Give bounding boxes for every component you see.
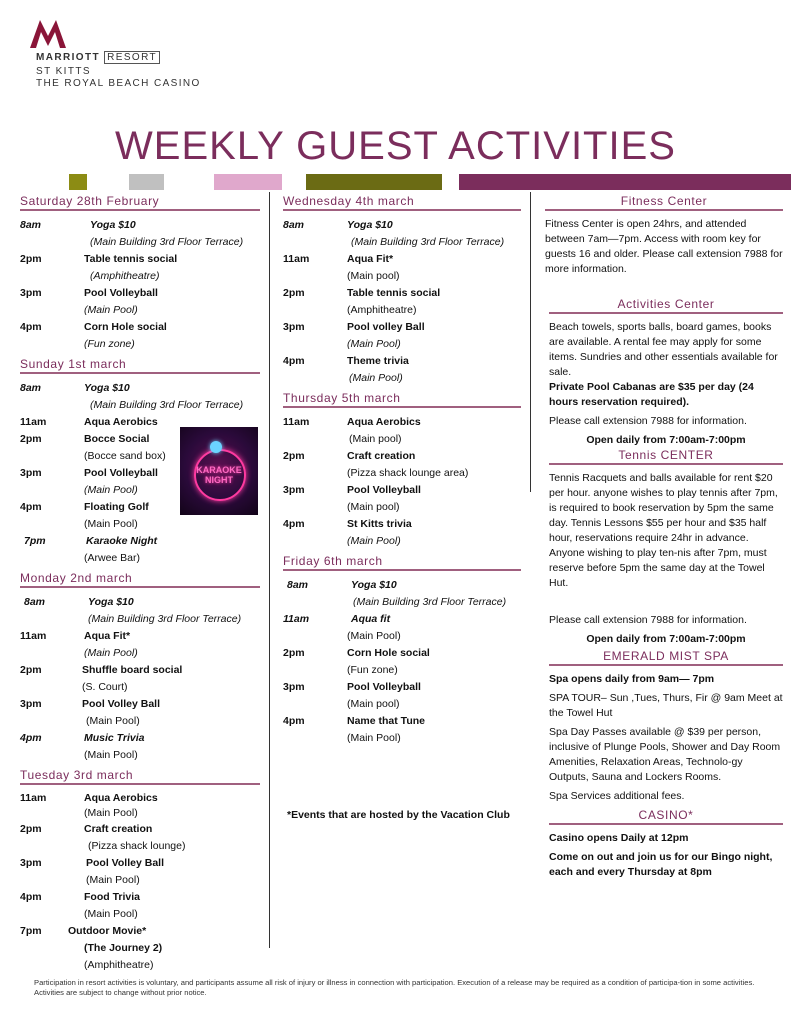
event-location: (Main Pool) — [86, 715, 140, 727]
event-name: Pool Volley Ball — [86, 857, 164, 869]
day-saturday — [20, 194, 260, 353]
event — [283, 285, 521, 319]
event — [20, 319, 260, 353]
event — [20, 594, 260, 628]
event-location: (Main Building 3rd Floor Terrace) — [351, 236, 505, 248]
color-bar-olive — [69, 174, 87, 190]
event — [283, 482, 521, 516]
event-location: (Main Pool) — [347, 630, 401, 642]
section-title: Tennis CENTER — [549, 448, 783, 465]
event-location: (Main Pool) — [84, 749, 138, 761]
event-name: Yoga $10 — [90, 219, 136, 231]
day-thursday — [283, 391, 521, 550]
event-name: Aqua Fit* — [347, 253, 394, 265]
event-name: Pool volley Ball — [347, 321, 425, 333]
event-name: Karaoke Night — [86, 535, 158, 547]
logo-resort: RESORT — [104, 51, 160, 64]
event — [20, 923, 260, 974]
section-title: EMERALD MIST SPA — [549, 649, 783, 666]
disclaimer: Participation in resort activities is voluntary, and participants assume all risk of injury or illness in connection with participation. Execution of a release may be required as a condition of participa-tion in some activities. Activities are subject to change without prior notice. — [34, 978, 755, 997]
event-time: 4pm — [20, 501, 42, 513]
event-location: (Main Pool) — [349, 372, 403, 384]
event-location: (Amphitheatre) — [347, 304, 417, 316]
day-title: Friday 6th march — [283, 554, 521, 571]
event-location: (Main Pool) — [84, 908, 138, 920]
event-time: 8am — [24, 596, 46, 608]
event-name: Aqua Aerobics — [84, 416, 158, 428]
event-location: (Main Pool) — [84, 518, 138, 530]
tennis-text: Tennis Racquets and balls available for rent $20 per hour. anyone wishes to play tennis after 7pm, is required to book reservation by 5pm the same day. Tennis Lessons $55 per hour and $35 half hour, reservations require 24hr in advance. Anyone wishing to play ten-nis after 7pm, must reserve before 5pm the same day at the Towel Hut. — [549, 472, 778, 589]
event-name: Table tennis social — [347, 287, 441, 299]
event-location: (Main Pool) — [347, 338, 401, 350]
column-2 — [283, 194, 521, 821]
event-location: (Main pool) — [347, 501, 400, 513]
event-location: (Main Pool) — [84, 484, 138, 496]
day-title: Tuesday 3rd march — [20, 768, 260, 785]
activities-hours: Open daily from 7:00am-7:00pm — [586, 434, 746, 446]
event-time: 8am — [283, 219, 305, 231]
event — [283, 251, 521, 285]
event-name: Corn Hole social — [347, 647, 430, 659]
event-location: (Main pool) — [347, 270, 400, 282]
event — [283, 577, 521, 611]
event-name: Outdoor Movie* — [68, 925, 147, 937]
event-location: (Main Pool) — [84, 647, 138, 659]
section-title: Activities Center — [549, 297, 783, 314]
event — [283, 353, 521, 387]
event — [283, 414, 521, 448]
vacation-club-note: *Events that are hosted by the Vacation Club — [287, 809, 510, 821]
event — [20, 217, 260, 251]
event-name: Food Trivia — [84, 891, 141, 903]
event-location: (Amphitheatre) — [84, 959, 154, 971]
event — [283, 516, 521, 550]
event-name: Music Trivia — [84, 732, 145, 744]
event — [20, 285, 260, 319]
event-time: 4pm — [20, 321, 42, 333]
event — [20, 821, 260, 855]
event-name: Yoga $10 — [84, 382, 130, 394]
day-friday — [283, 554, 521, 747]
event-time: 2pm — [283, 287, 305, 299]
event-name: Yoga $10 — [347, 219, 393, 231]
event-time: 2pm — [20, 823, 42, 835]
tennis-hours: Open daily from 7:00am-7:00pm — [586, 633, 746, 645]
event-time: 4pm — [283, 518, 305, 530]
color-bar-plum — [459, 174, 791, 190]
event — [283, 679, 521, 713]
spa-hours: Spa opens daily from 9am— 7pm — [549, 673, 715, 685]
day-wednesday — [283, 194, 521, 387]
event — [20, 251, 260, 285]
color-bar-pink — [214, 174, 282, 190]
event-name: Pool Volleyball — [84, 467, 158, 479]
event-time: 4pm — [20, 891, 42, 903]
event-location: (Main Pool) — [84, 304, 138, 316]
color-bars — [0, 174, 791, 190]
event-time: 11am — [20, 630, 47, 642]
event-name: Craft creation — [84, 823, 153, 835]
event — [283, 645, 521, 679]
event-time: 11am — [283, 613, 310, 625]
event-location: (Main pool) — [347, 698, 400, 710]
day-title: Sunday 1st march — [20, 357, 260, 374]
event-time: 3pm — [283, 321, 305, 333]
event-name: Bocce Social — [84, 433, 150, 445]
event-time: 4pm — [283, 715, 305, 727]
day-title: Saturday 28th February — [20, 194, 260, 211]
event-name: Name that Tune — [347, 715, 425, 727]
activities-center-section — [545, 297, 783, 448]
event-name: Aqua fit — [351, 613, 391, 625]
event-name: Pool Volleyball — [347, 484, 421, 496]
event-name: Corn Hole social — [84, 321, 167, 333]
event — [20, 662, 260, 696]
karaoke-night-image — [180, 427, 258, 515]
event-location: (Main Pool) — [86, 874, 140, 886]
event — [283, 217, 521, 251]
event-time: 4pm — [20, 732, 42, 744]
day-monday — [20, 571, 260, 764]
event-time: 3pm — [20, 467, 42, 479]
marriott-m-icon — [28, 16, 68, 50]
event-time: 2pm — [20, 433, 42, 445]
event-time: 7pm — [24, 535, 46, 547]
event-time: 3pm — [20, 698, 42, 710]
spa-passes: Spa Day Passes available @ $39 per person, inclusive of Plunge Pools, Shower and Day Room Amenities, Relaxation Areas, Technolo-gy Outputs, Sauna and Lockers Rooms. — [549, 726, 781, 783]
logo-brand: MARRIOTT — [36, 52, 100, 63]
day-title: Monday 2nd march — [20, 571, 260, 588]
event — [20, 730, 260, 764]
activities-text: Beach towels, sports balls, board games, books are available. A rental fee may apply for some items. Sundries and other essentials available for sale. — [549, 321, 778, 378]
event-name: Pool Volley Ball — [82, 698, 160, 710]
logo-location: ST KITTS — [36, 66, 91, 77]
spa-section — [545, 649, 783, 804]
cabana-text: Private Pool Cabanas are $35 per day (24 hours reservation required). — [549, 381, 754, 408]
spa-tour: SPA TOUR– Sun ,Tues, Thurs, Fir @ 9am Meet at the Towel Hut — [549, 692, 783, 719]
event-location: (Main Pool) — [84, 807, 138, 819]
event — [283, 713, 521, 747]
event-time: 2pm — [20, 253, 42, 265]
event — [283, 611, 521, 645]
event-location: (Main pool) — [349, 433, 402, 445]
event-name: Aqua Aerobics — [347, 416, 421, 428]
event-time: 4pm — [283, 355, 305, 367]
event-subtitle: (The Journey 2) — [84, 942, 163, 954]
event-location: (Main Building 3rd Floor Terrace) — [353, 596, 507, 608]
event — [20, 533, 260, 567]
activities-call: Please call extension 7988 for information. — [549, 415, 747, 427]
column-divider-2 — [530, 192, 531, 492]
event-location: (Main Building 3rd Floor Terrace) — [90, 399, 244, 411]
event-time: 3pm — [283, 484, 305, 496]
event-location: (Pizza shack lounge) — [88, 840, 186, 852]
event-time: 11am — [283, 253, 310, 265]
tennis-center-section — [545, 448, 783, 647]
event-name: Shuffle board social — [82, 664, 183, 676]
event-time: 8am — [20, 219, 42, 231]
event-time: 2pm — [283, 647, 305, 659]
event-location: (Main Building 3rd Floor Terrace) — [88, 613, 242, 625]
microphone-icon — [210, 441, 222, 453]
column-1 — [20, 194, 260, 974]
event-location: (Main Pool) — [347, 732, 401, 744]
event — [20, 791, 260, 821]
event-time: 8am — [287, 579, 309, 591]
event-name: Pool Volleyball — [347, 681, 421, 693]
casino-bingo: Come on out and join us for our Bingo night, each and every Thursday at 8pm — [549, 851, 773, 878]
event-time: 3pm — [283, 681, 305, 693]
casino-section — [545, 808, 783, 880]
event-name: Yoga $10 — [351, 579, 397, 591]
event-location: (Amphitheatre) — [90, 270, 160, 282]
day-tuesday — [20, 768, 260, 974]
event-time: 8am — [20, 382, 42, 394]
event — [20, 628, 260, 662]
event-name: St Kitts trivia — [347, 518, 412, 530]
event-location: (Main Building 3rd Floor Terrace) — [90, 236, 244, 248]
event-name: Aqua Fit* — [84, 630, 131, 642]
section-title: Fitness Center — [545, 194, 783, 211]
event-location: (Fun zone) — [84, 338, 135, 350]
event-time: 3pm — [20, 857, 42, 869]
event-time: 11am — [20, 416, 47, 428]
casino-hours: Casino opens Daily at 12pm — [549, 832, 689, 844]
column-divider-1 — [269, 192, 270, 948]
event-location: (S. Court) — [82, 681, 128, 693]
event-location: (Bocce sand box) — [84, 450, 166, 462]
event-time: 2pm — [283, 450, 305, 462]
event-time: 11am — [283, 416, 310, 428]
day-title: Thursday 5th march — [283, 391, 521, 408]
tennis-call: Please call extension 7988 for information. — [549, 614, 747, 626]
event-name: Theme trivia — [347, 355, 409, 367]
day-title: Wednesday 4th march — [283, 194, 521, 211]
event-time: 11am — [20, 792, 47, 804]
event-name: Pool Volleyball — [84, 287, 158, 299]
event-name: Craft creation — [347, 450, 416, 462]
event-name: Yoga $10 — [88, 596, 134, 608]
event — [283, 319, 521, 353]
event-time: 3pm — [20, 287, 42, 299]
color-bar-dark-olive — [306, 174, 442, 190]
fitness-text: Fitness Center is open 24hrs, and attended between 7am—7pm. Access with room key for guests 16 and older. Please call extension 7988 for more information. — [545, 218, 783, 275]
event-time: 2pm — [20, 664, 42, 676]
event-location: (Main Pool) — [347, 535, 401, 547]
column-3 — [545, 194, 783, 884]
event — [20, 855, 260, 889]
fitness-center-section — [545, 194, 783, 277]
color-bar-grey — [129, 174, 164, 190]
logo-property: THE ROYAL BEACH CASINO — [36, 78, 201, 89]
event-location: (Pizza shack lounge area) — [347, 467, 469, 479]
section-title: CASINO* — [549, 808, 783, 825]
event-name: Table tennis social — [84, 253, 178, 265]
page-title: WEEKLY GUEST ACTIVITIES — [115, 124, 676, 168]
event — [20, 696, 260, 730]
event — [20, 889, 260, 923]
event — [283, 448, 521, 482]
event-location: (Fun zone) — [347, 664, 398, 676]
event-name: Aqua Aerobics — [84, 792, 158, 804]
event — [20, 380, 260, 414]
karaoke-sign-text: KARAOKE NIGHT — [196, 465, 242, 485]
event-location: (Arwee Bar) — [84, 552, 141, 564]
spa-fees: Spa Services additional fees. — [549, 790, 685, 802]
event-name: Floating Golf — [84, 501, 149, 513]
event-time: 7pm — [20, 925, 42, 937]
